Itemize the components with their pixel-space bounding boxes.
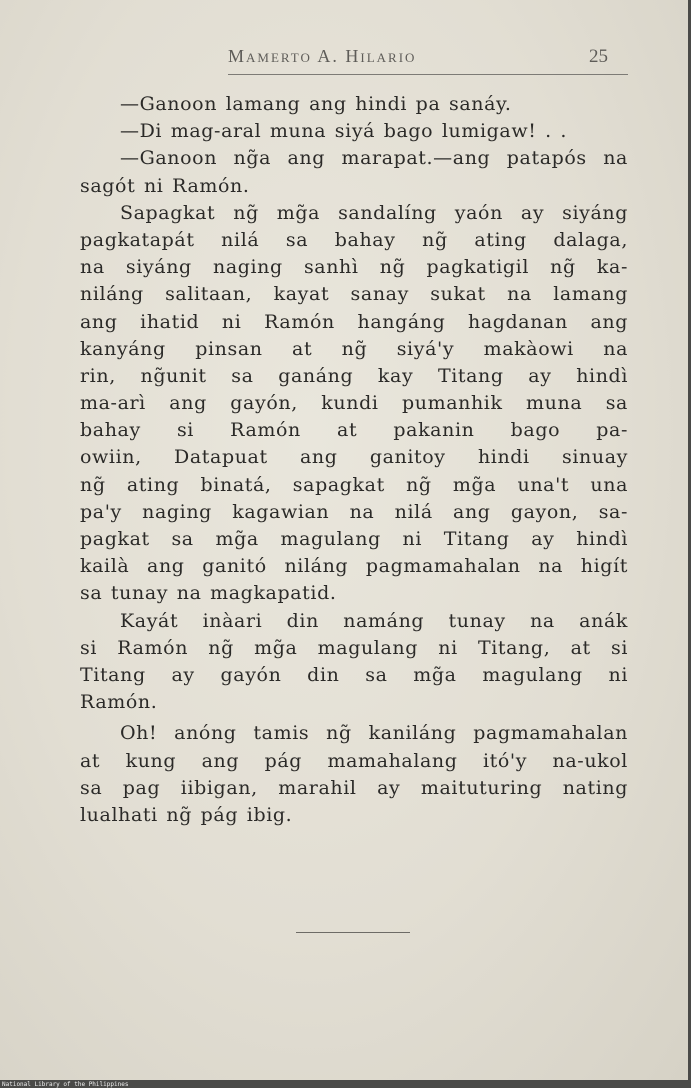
text-line: owiin, Datapuat ang ganitoy hindi sinuay (80, 446, 628, 469)
text-line: ng̃ ating binatá, sapagkat ng̃ mg̃a una't una (80, 473, 628, 496)
text-line: —Di mag-aral muna siyá bago lumigaw! . . (120, 120, 568, 143)
text-line: pagkat sa mg̃a magulang ni Titang ay hindì (80, 528, 628, 550)
running-title: Mamerto A. Hilario (228, 46, 417, 66)
text-line: na siyáng naging sanhì ng̃ pagkatigil ng̃ ka- (80, 256, 628, 279)
text-line: sa pag iibigan, marahil ay maituturing nating (80, 776, 628, 799)
text-line: Titang ay gayón din sa mg̃a magulang ni (80, 663, 628, 686)
text-line: si Ramón ng̃ mg̃a magulang ni Titang, at si (80, 636, 628, 659)
body-text (80, 91, 628, 829)
text-line: rin, ng̃unit sa ganáng kay Titang ay hindì (80, 364, 628, 387)
text-line: —Ganoon lamang ang hindi pa sanáy. (120, 93, 512, 115)
text-line: at kung ang pág mamahalang itó'y na-ukol (80, 749, 628, 772)
text-line: Kayát inàari din namáng tunay na anák (120, 609, 628, 632)
end-rule (296, 932, 410, 933)
page-number: 25 (589, 46, 608, 67)
text-line: sagót ni Ramón. (80, 174, 250, 197)
text-line: kailà ang ganitó niláng pagmamahalan na higít (80, 555, 628, 578)
text-line: niláng salitaan, kayat sanay sukat na lamang (80, 283, 628, 306)
text-line: Sapagkat ng̃ mg̃a sandalíng yaón ay siyáng (120, 201, 628, 224)
header-rule (228, 74, 628, 75)
text-line: —Ganoon ng̃a ang marapat.—ang patapós na (120, 147, 628, 170)
text-line: sa tunay na magkapatid. (80, 582, 337, 605)
text-line: kanyáng pinsan at ng̃ siyá'y makàowi na (80, 337, 628, 360)
text-line: Oh! anóng tamis ng̃ kaniláng pagmamahalan (120, 722, 628, 745)
text-line: bahay si Ramón at pakanin bago pa- (80, 419, 628, 442)
page-header (228, 46, 628, 76)
footer-caption: National Library of the Philippines (2, 1081, 129, 1088)
text-line: ang ihatid ni Ramón hangáng hagdanan ang (80, 310, 628, 333)
text-line: pa'y naging kagawian na nilá ang gayon, sa- (80, 500, 628, 523)
text-line: Ramón. (80, 691, 158, 714)
text-line: ma-arì ang gayón, kundi pumanhik muna sa (80, 392, 628, 415)
text-line: pagkatapát nilá sa bahay ng̃ ating dalaga, (80, 228, 628, 251)
text-line: lualhati ng̃ pág ibig. (80, 803, 293, 826)
